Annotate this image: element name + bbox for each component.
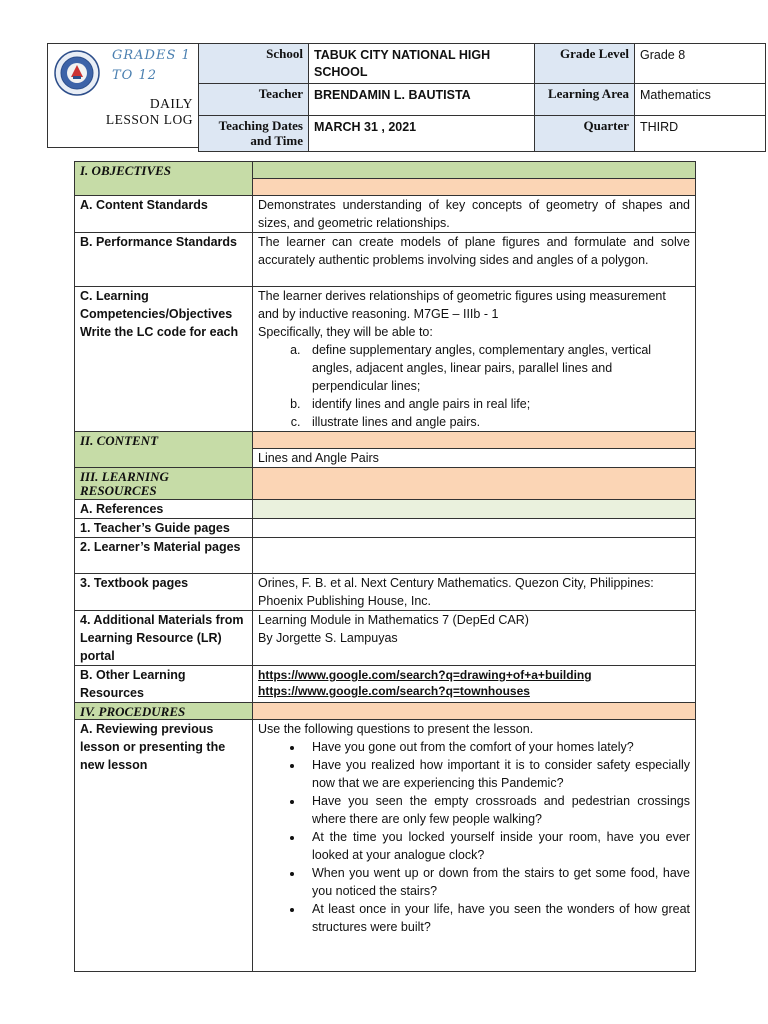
additional-materials-line-2: By Jorgette S. Lampuyas [258,631,398,645]
learning-area-label: Learning Area [535,84,635,116]
other-resources-links [253,666,696,703]
objectives-section-row [75,162,696,179]
additional-materials-line-1: Learning Module in Mathematics 7 (DepEd CAR) [258,613,529,627]
competencies-row [75,287,696,432]
title-line-1: DAILY [149,96,193,111]
textbook-text: Orines, F. B. et al. Next Century Mathematics. Quezon City, Philippines: Phoenix Publishing House, Inc. [253,574,696,611]
resources-section-row [75,468,696,500]
grade-level-value: Grade 8 [635,44,766,84]
content-standards-row [75,196,696,233]
competencies-specific: Specifically, they will be able to: [258,325,433,339]
reviewing-label: A. Reviewing previous lesson or presenting the new lesson [75,720,253,972]
additional-materials-label: 4. Additional Materials from Learning Resource (LR) portal [75,611,253,666]
learning-area-value: Mathematics [635,84,766,116]
teaching-dates-label: Teaching Dates and Time [199,116,309,152]
additional-materials-cell [253,611,696,666]
performance-standards-text: The learner can create models of plane figures and formulate and solve accurately authentic problems involving sides and angles of a polygon. [253,233,696,287]
school-label: School [199,44,309,84]
question-item: • At least once in your life, have you seen the wonders of how great structures were built? [304,900,690,936]
performance-standards-label: B. Performance Standards [75,233,253,287]
document-title [106,96,193,128]
header-info-table [198,43,766,152]
procedures-header-cell [253,703,696,720]
other-resources-label: B. Other Learning Resources [75,666,253,703]
grade-level-label: Grade Level [535,44,635,84]
teachers-guide-row [75,519,696,538]
objectives-heading: I. OBJECTIVES [75,162,253,196]
question-item: • Have you gone out from the comfort of your homes lately? [304,738,690,756]
additional-materials-row [75,611,696,666]
teachers-guide-label: 1. Teacher’s Guide pages [75,519,253,538]
learners-material-row [75,538,696,574]
references-row [75,500,696,519]
content-heading: II. CONTENT [75,432,253,468]
resources-heading: III. LEARNING RESOURCES [75,468,253,500]
teacher-value: BRENDAMIN L. BAUTISTA [309,84,535,116]
lesson-log-table [74,161,696,972]
reviewing-row [75,720,696,972]
procedures-section-row [75,703,696,720]
performance-standards-row [75,233,696,287]
textbook-row [75,574,696,611]
grades-line-1: GRADES 1 [112,48,191,63]
references-cell [253,500,696,519]
learners-material-cell [253,538,696,574]
learners-material-label: 2. Learner’s Material pages [75,538,253,574]
competencies-cell [253,287,696,432]
competencies-intro: The learner derives relationships of geometric figures using measurement and by inductive reasoning. M7GE – IIIb - 1 [258,289,666,321]
teacher-label: Teacher [199,84,309,116]
school-value: TABUK CITY NATIONAL HIGH SCHOOL [309,44,535,84]
references-label: A. References [75,500,253,519]
grades-label [112,46,192,86]
competency-item: c. illustrate lines and angle pairs. [304,413,690,431]
title-line-2: LESSON LOG [105,112,193,127]
resources-header-cell [253,468,696,500]
question-item: • Have you realized how important it is to consider safety especially now that we are experiencing this Pandemic? [304,756,690,792]
deped-seal-icon [54,50,100,96]
question-item: • When you went up or down from the stairs to get some food, have you noticed the stairs? [304,864,690,900]
question-item: • Have you seen the empty crossroads and pedestrian crossings where there are only few people walking? [304,792,690,828]
grades-line-2: TO 12 [112,68,158,83]
quarter-value: THIRD [635,116,766,152]
competency-item: a. define supplementary angles, complementary angles, vertical angles, adjacent angles, linear pairs, parallel lines and perpendicular lines; [304,341,690,395]
resource-link[interactable]: https://www.google.com/search?q=drawing+of+a+building [258,668,592,682]
content-text: Lines and Angle Pairs [253,449,696,468]
teaching-dates-value: MARCH 31 , 2021 [309,116,535,152]
content-standards-text: Demonstrates understanding of key concepts of geometry of shapes and sizes, and geometric relationships. [253,196,696,233]
lesson-log-header [47,43,767,148]
quarter-label: Quarter [535,116,635,152]
competencies-label: C. Learning Competencies/Objectives Write the LC code for each [75,287,253,432]
textbook-label: 3. Textbook pages [75,574,253,611]
reviewing-questions [258,738,690,936]
other-resources-row [75,666,696,703]
objectives-header-cell [253,162,696,179]
reviewing-intro: Use the following questions to present the lesson. [258,722,534,736]
resource-link[interactable]: https://www.google.com/search?q=townhouses [258,684,530,698]
teachers-guide-cell [253,519,696,538]
content-standards-label: A. Content Standards [75,196,253,233]
header-branding [47,43,199,148]
competency-item: b. identify lines and angle pairs in real life; [304,395,690,413]
reviewing-cell [253,720,696,972]
procedures-heading: IV. PROCEDURES [75,703,253,720]
competencies-list [258,341,690,431]
content-section-row [75,432,696,449]
question-item: • At the time you locked yourself inside your room, have you ever looked at your analogue clock? [304,828,690,864]
objectives-spacer-cell [253,179,696,196]
content-header-cell [253,432,696,449]
